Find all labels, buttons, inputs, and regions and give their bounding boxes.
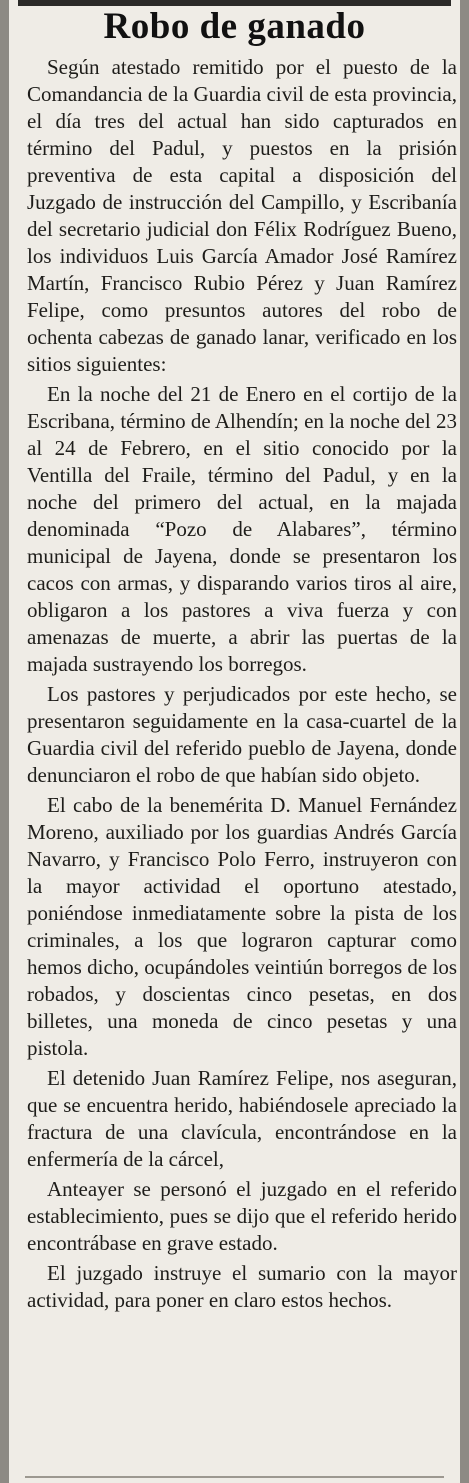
article-paragraph: Anteayer se personó el juzgado en el referido establecimiento, pues se dijo que el referido herido encontrábase en grave estado. <box>27 1177 457 1255</box>
article-body <box>27 54 457 1317</box>
article-paragraph: En la noche del 21 de Enero en el cortijo de la Escribana, término de Alhendín; en la noche del 23 al 24 de Febrero, en el sitio conocido por la Ventilla del Fraile, término del Padul, y en la noche del primero del actual, en la majada denominada “Pozo de Alabares”, término municipal de Jayena, donde se presentaron los cacos con armas, y disparando varios tiros al aire, obligaron a los pastores a viva fuerza y con amenazas de muerte, a abrir las puertas de la majada sustrayendo los borregos. <box>27 382 457 676</box>
article-paragraph: El cabo de la benemérita D. Manuel Fernández Moreno, auxiliado por los guardias Andrés García Navarro, y Francisco Polo Ferro, instruyeron con la mayor actividad el oportuno atestado, poniéndose inmediatamente sobre la pista de los criminales, a los que lograron capturar como hemos dicho, ocupándoles veintiún borregos de los robados, y doscientas cinco pesetas, en dos billetes, una moneda de cinco pesetas y una pistola. <box>27 793 457 1060</box>
article-paragraph: Los pastores y perjudicados por este hecho, se presentaron seguidamente en la casa-cuartel de la Guardia civil del referido pueblo de Jayena, donde denunciaron el robo de que habían sido objeto. <box>27 682 457 787</box>
article-paragraph: El detenido Juan Ramírez Felipe, nos aseguran, que se encuentra herido, habiéndosele apreciado la fractura de una clavícula, encontrándose en la enfermería de la cárcel, <box>27 1066 457 1171</box>
article-paragraph: El juzgado instruye el sumario con la mayor actividad, para poner en claro estos hechos. <box>27 1261 457 1312</box>
article-paragraph: Según atestado remitido por el puesto de la Comandancia de la Guardia civil de esta provincia, el día tres del actual han sido capturados en término del Padul, y puestos en la prisión preventiva de esta capital a disposición del Juzgado de instrucción del Campillo, y Escribanía del secretario judicial don Félix Rodríguez Bueno, los individuos Luis García Amador José Ramírez Martín, Francisco Rubio Pérez y Juan Ramírez Felipe, como presuntos autores del robo de ochenta cabezas de ganado lanar, verificado en los sitios siguientes: <box>27 55 457 376</box>
article-title: Robo de ganado <box>103 6 366 47</box>
bottom-rule <box>25 1476 444 1478</box>
